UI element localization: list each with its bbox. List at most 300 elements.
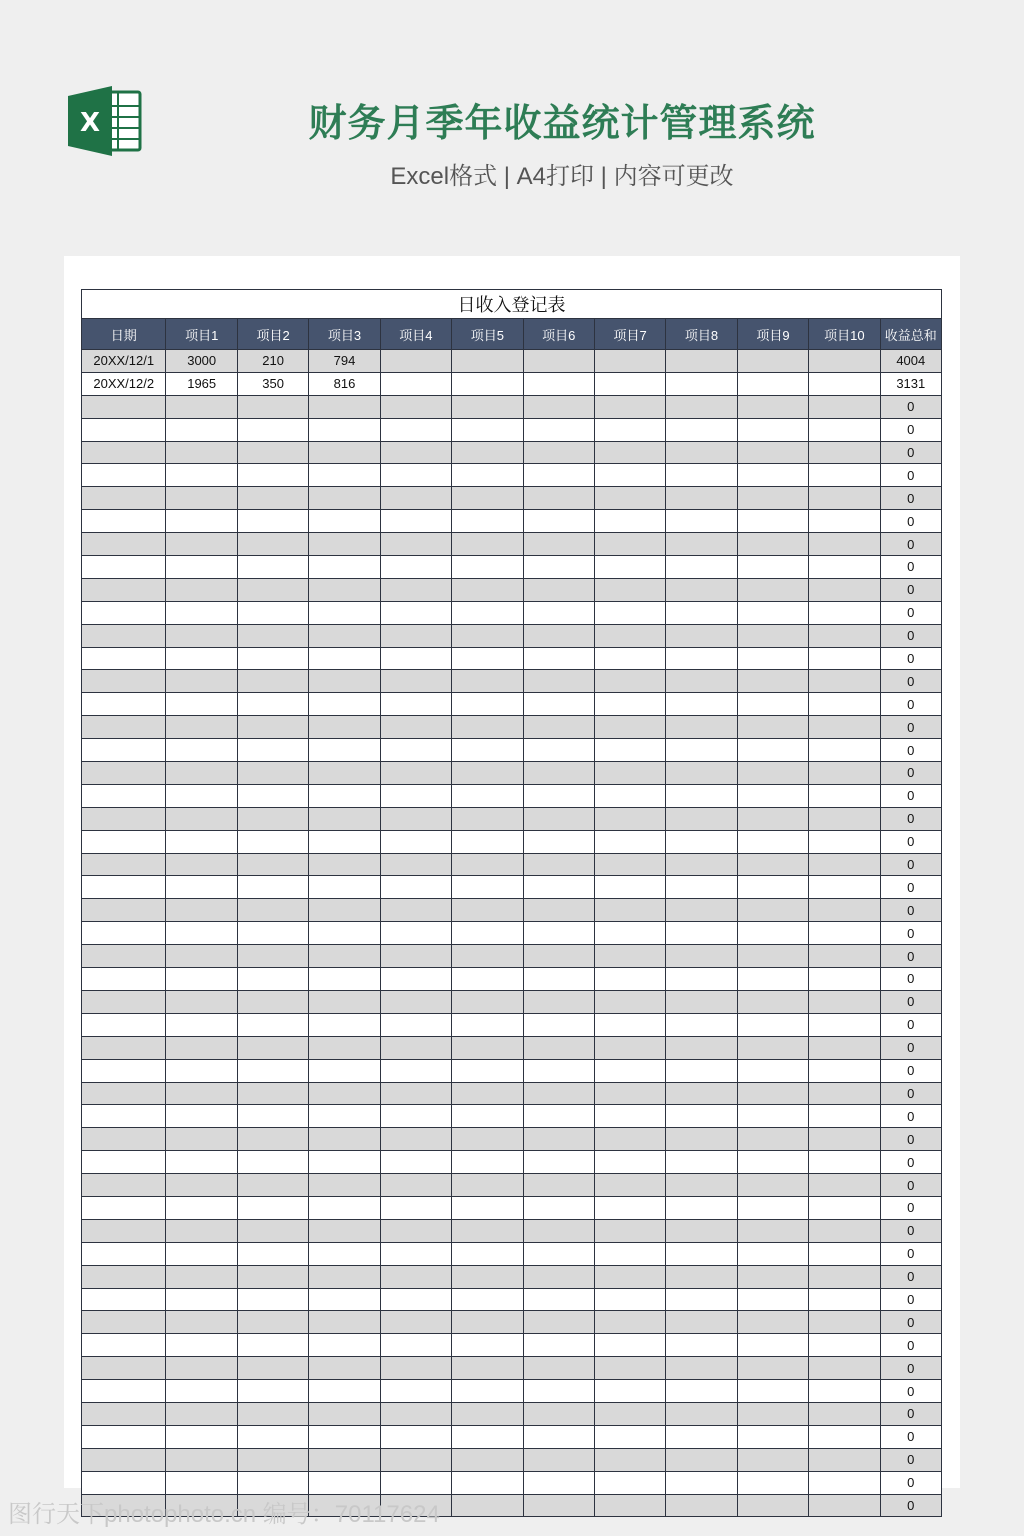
total-cell[interactable]: 0	[880, 1059, 941, 1082]
table-cell[interactable]	[666, 487, 737, 510]
table-cell[interactable]	[309, 807, 380, 830]
table-cell[interactable]	[166, 1013, 237, 1036]
table-cell[interactable]	[523, 464, 594, 487]
table-cell[interactable]	[737, 762, 808, 785]
table-cell[interactable]	[809, 1311, 880, 1334]
table-cell[interactable]	[666, 853, 737, 876]
table-cell[interactable]	[452, 556, 523, 579]
total-cell[interactable]: 0	[880, 1265, 941, 1288]
table-cell[interactable]	[594, 830, 665, 853]
table-cell[interactable]	[380, 990, 451, 1013]
table-cell[interactable]	[82, 1105, 166, 1128]
table-cell[interactable]	[380, 510, 451, 533]
table-cell[interactable]	[452, 739, 523, 762]
table-cell[interactable]	[452, 1265, 523, 1288]
table-cell[interactable]	[309, 647, 380, 670]
table-cell[interactable]	[594, 1311, 665, 1334]
table-cell[interactable]	[237, 784, 308, 807]
column-header[interactable]: 项目2	[237, 319, 308, 350]
table-cell[interactable]	[737, 1174, 808, 1197]
table-cell[interactable]: 1965	[166, 372, 237, 395]
table-cell[interactable]	[737, 853, 808, 876]
table-cell[interactable]	[737, 1471, 808, 1494]
total-cell[interactable]: 0	[880, 624, 941, 647]
table-cell[interactable]	[380, 1334, 451, 1357]
table-cell[interactable]	[82, 1151, 166, 1174]
table-cell[interactable]	[82, 1288, 166, 1311]
table-cell[interactable]	[452, 807, 523, 830]
column-header[interactable]: 项目1	[166, 319, 237, 350]
table-cell[interactable]	[666, 372, 737, 395]
table-cell[interactable]	[380, 1402, 451, 1425]
table-cell[interactable]	[82, 1357, 166, 1380]
table-cell[interactable]	[666, 670, 737, 693]
table-cell[interactable]	[309, 624, 380, 647]
table-cell[interactable]	[737, 533, 808, 556]
table-cell[interactable]	[309, 1151, 380, 1174]
table-cell[interactable]	[809, 533, 880, 556]
table-cell[interactable]	[166, 578, 237, 601]
table-cell[interactable]	[666, 441, 737, 464]
table-cell[interactable]	[237, 1448, 308, 1471]
table-cell[interactable]	[594, 350, 665, 373]
table-cell[interactable]	[82, 1265, 166, 1288]
table-cell[interactable]	[82, 487, 166, 510]
table-cell[interactable]: 20XX/12/1	[82, 350, 166, 373]
table-cell[interactable]	[82, 1471, 166, 1494]
total-cell[interactable]: 0	[880, 464, 941, 487]
table-cell[interactable]	[82, 1174, 166, 1197]
table-cell[interactable]	[594, 1425, 665, 1448]
total-cell[interactable]: 0	[880, 899, 941, 922]
table-cell[interactable]	[309, 1471, 380, 1494]
table-cell[interactable]	[237, 418, 308, 441]
table-cell[interactable]	[82, 830, 166, 853]
table-cell[interactable]	[666, 1219, 737, 1242]
table-cell[interactable]	[237, 716, 308, 739]
column-header[interactable]: 日期	[82, 319, 166, 350]
table-cell[interactable]	[452, 1105, 523, 1128]
table-cell[interactable]	[666, 1288, 737, 1311]
table-cell[interactable]	[380, 784, 451, 807]
table-cell[interactable]	[809, 1357, 880, 1380]
total-cell[interactable]: 0	[880, 1242, 941, 1265]
total-cell[interactable]: 0	[880, 1494, 941, 1517]
table-cell[interactable]	[594, 1059, 665, 1082]
table-cell[interactable]	[166, 853, 237, 876]
table-cell[interactable]	[309, 1128, 380, 1151]
table-cell[interactable]	[82, 578, 166, 601]
total-cell[interactable]: 0	[880, 1036, 941, 1059]
table-cell[interactable]	[309, 441, 380, 464]
table-cell[interactable]	[523, 1288, 594, 1311]
table-cell[interactable]	[737, 350, 808, 373]
table-cell[interactable]	[666, 693, 737, 716]
table-cell[interactable]	[82, 739, 166, 762]
column-header[interactable]: 项目6	[523, 319, 594, 350]
table-cell[interactable]	[237, 624, 308, 647]
table-cell[interactable]	[380, 716, 451, 739]
table-cell[interactable]	[737, 441, 808, 464]
table-cell[interactable]	[166, 1128, 237, 1151]
table-cell[interactable]	[452, 1288, 523, 1311]
table-cell[interactable]	[237, 395, 308, 418]
total-cell[interactable]: 0	[880, 1402, 941, 1425]
table-cell[interactable]	[594, 487, 665, 510]
column-header[interactable]: 项目7	[594, 319, 665, 350]
total-cell[interactable]: 0	[880, 418, 941, 441]
table-cell[interactable]	[166, 1105, 237, 1128]
table-cell[interactable]	[523, 1196, 594, 1219]
table-cell[interactable]	[380, 601, 451, 624]
table-cell[interactable]	[166, 1357, 237, 1380]
table-cell[interactable]	[737, 395, 808, 418]
table-cell[interactable]	[237, 853, 308, 876]
table-cell[interactable]	[237, 1311, 308, 1334]
table-cell[interactable]	[452, 716, 523, 739]
table-cell[interactable]	[666, 350, 737, 373]
total-cell[interactable]: 0	[880, 693, 941, 716]
table-cell[interactable]: 816	[309, 372, 380, 395]
table-cell[interactable]	[523, 395, 594, 418]
table-cell[interactable]	[166, 1219, 237, 1242]
table-cell[interactable]	[237, 1105, 308, 1128]
table-cell[interactable]	[737, 1036, 808, 1059]
table-cell[interactable]	[809, 762, 880, 785]
table-cell[interactable]	[666, 1174, 737, 1197]
table-cell[interactable]	[737, 1425, 808, 1448]
table-cell[interactable]	[809, 647, 880, 670]
table-cell[interactable]	[594, 1151, 665, 1174]
table-cell[interactable]	[523, 350, 594, 373]
table-cell[interactable]	[82, 1059, 166, 1082]
table-cell[interactable]	[809, 1402, 880, 1425]
table-cell[interactable]	[380, 647, 451, 670]
table-cell[interactable]	[309, 830, 380, 853]
table-cell[interactable]	[237, 922, 308, 945]
table-cell[interactable]	[452, 418, 523, 441]
table-cell[interactable]	[237, 647, 308, 670]
table-cell[interactable]	[523, 1334, 594, 1357]
table-cell[interactable]	[666, 739, 737, 762]
table-cell[interactable]	[166, 1082, 237, 1105]
table-cell[interactable]	[737, 716, 808, 739]
total-cell[interactable]: 0	[880, 1448, 941, 1471]
table-cell[interactable]	[523, 624, 594, 647]
total-cell[interactable]: 0	[880, 647, 941, 670]
table-cell[interactable]	[309, 1082, 380, 1105]
table-cell[interactable]	[452, 1402, 523, 1425]
table-cell[interactable]	[809, 487, 880, 510]
table-cell[interactable]	[809, 1128, 880, 1151]
table-cell[interactable]	[737, 1082, 808, 1105]
table-cell[interactable]	[380, 1174, 451, 1197]
table-cell[interactable]	[309, 853, 380, 876]
table-cell[interactable]	[809, 876, 880, 899]
table-cell[interactable]	[452, 899, 523, 922]
table-cell[interactable]	[380, 1380, 451, 1403]
total-cell[interactable]: 0	[880, 762, 941, 785]
total-cell[interactable]: 0	[880, 853, 941, 876]
table-cell[interactable]	[666, 1380, 737, 1403]
table-cell[interactable]	[452, 830, 523, 853]
table-cell[interactable]	[523, 372, 594, 395]
table-cell[interactable]	[666, 556, 737, 579]
table-cell[interactable]	[82, 1334, 166, 1357]
table-cell[interactable]	[666, 1151, 737, 1174]
table-cell[interactable]	[380, 395, 451, 418]
table-cell[interactable]	[237, 1219, 308, 1242]
table-cell[interactable]	[809, 1196, 880, 1219]
table-cell[interactable]	[309, 1242, 380, 1265]
total-cell[interactable]: 0	[880, 1082, 941, 1105]
table-cell[interactable]	[380, 487, 451, 510]
table-cell[interactable]	[809, 372, 880, 395]
table-cell[interactable]	[452, 487, 523, 510]
table-cell[interactable]	[82, 601, 166, 624]
table-cell[interactable]	[309, 1334, 380, 1357]
table-cell[interactable]	[523, 1265, 594, 1288]
table-cell[interactable]	[666, 876, 737, 899]
table-cell[interactable]	[166, 487, 237, 510]
table-cell[interactable]	[237, 1288, 308, 1311]
total-cell[interactable]: 4004	[880, 350, 941, 373]
table-cell[interactable]	[452, 945, 523, 968]
table-cell[interactable]	[237, 1471, 308, 1494]
table-cell[interactable]	[523, 441, 594, 464]
table-cell[interactable]	[666, 922, 737, 945]
total-cell[interactable]: 0	[880, 441, 941, 464]
table-cell[interactable]	[594, 1448, 665, 1471]
table-cell[interactable]	[523, 1425, 594, 1448]
table-cell[interactable]	[309, 1402, 380, 1425]
table-cell[interactable]	[452, 464, 523, 487]
table-cell[interactable]	[452, 876, 523, 899]
table-cell[interactable]	[309, 968, 380, 991]
table-cell[interactable]	[737, 1242, 808, 1265]
table-cell[interactable]	[594, 922, 665, 945]
table-cell[interactable]	[380, 556, 451, 579]
table-cell[interactable]	[523, 876, 594, 899]
table-cell[interactable]	[666, 1013, 737, 1036]
table-cell[interactable]	[737, 830, 808, 853]
table-cell[interactable]	[594, 647, 665, 670]
table-cell[interactable]	[809, 1471, 880, 1494]
table-cell[interactable]	[82, 1036, 166, 1059]
table-cell[interactable]	[523, 945, 594, 968]
total-cell[interactable]: 0	[880, 556, 941, 579]
total-cell[interactable]: 0	[880, 830, 941, 853]
table-cell[interactable]	[166, 395, 237, 418]
table-cell[interactable]	[166, 533, 237, 556]
table-cell[interactable]	[166, 601, 237, 624]
table-cell[interactable]	[380, 1288, 451, 1311]
table-cell[interactable]	[594, 510, 665, 533]
table-cell[interactable]	[166, 990, 237, 1013]
table-cell[interactable]	[380, 762, 451, 785]
table-cell[interactable]	[166, 1036, 237, 1059]
table-cell[interactable]	[666, 1082, 737, 1105]
table-cell[interactable]	[809, 510, 880, 533]
table-cell[interactable]	[809, 1105, 880, 1128]
table-cell[interactable]	[237, 1196, 308, 1219]
table-cell[interactable]	[380, 1311, 451, 1334]
table-cell[interactable]	[380, 807, 451, 830]
table-cell[interactable]	[809, 1151, 880, 1174]
table-cell[interactable]	[809, 1448, 880, 1471]
table-cell[interactable]	[237, 487, 308, 510]
table-cell[interactable]: 210	[237, 350, 308, 373]
table-cell[interactable]	[809, 739, 880, 762]
table-cell[interactable]	[594, 1357, 665, 1380]
table-cell[interactable]	[309, 762, 380, 785]
table-cell[interactable]	[82, 1219, 166, 1242]
table-cell[interactable]	[523, 1242, 594, 1265]
table-cell[interactable]	[809, 899, 880, 922]
table-cell[interactable]	[523, 601, 594, 624]
table-cell[interactable]	[452, 1219, 523, 1242]
table-cell[interactable]	[666, 418, 737, 441]
total-cell[interactable]: 0	[880, 807, 941, 830]
table-cell[interactable]	[309, 487, 380, 510]
table-cell[interactable]	[809, 853, 880, 876]
table-cell[interactable]	[666, 716, 737, 739]
table-cell[interactable]	[737, 670, 808, 693]
table-cell[interactable]	[237, 1425, 308, 1448]
table-cell[interactable]	[666, 1471, 737, 1494]
table-cell[interactable]	[737, 418, 808, 441]
table-cell[interactable]	[452, 1174, 523, 1197]
table-cell[interactable]	[666, 784, 737, 807]
table-cell[interactable]	[737, 922, 808, 945]
table-cell[interactable]	[594, 441, 665, 464]
table-cell[interactable]	[809, 1288, 880, 1311]
table-cell[interactable]	[666, 1105, 737, 1128]
table-cell[interactable]	[452, 372, 523, 395]
table-cell[interactable]	[309, 464, 380, 487]
table-cell[interactable]	[523, 1402, 594, 1425]
table-cell[interactable]	[737, 807, 808, 830]
table-cell[interactable]	[809, 1219, 880, 1242]
table-cell[interactable]	[666, 1425, 737, 1448]
table-cell[interactable]	[594, 1082, 665, 1105]
table-cell[interactable]	[594, 533, 665, 556]
table-cell[interactable]	[737, 556, 808, 579]
table-cell[interactable]	[809, 464, 880, 487]
table-cell[interactable]	[594, 853, 665, 876]
table-cell[interactable]	[523, 1174, 594, 1197]
table-cell[interactable]	[594, 739, 665, 762]
table-cell[interactable]: 350	[237, 372, 308, 395]
table-cell[interactable]	[666, 601, 737, 624]
table-cell[interactable]	[809, 1059, 880, 1082]
table-cell[interactable]	[380, 830, 451, 853]
table-cell[interactable]	[452, 601, 523, 624]
table-cell[interactable]	[452, 1059, 523, 1082]
table-cell[interactable]	[523, 510, 594, 533]
table-cell[interactable]	[737, 876, 808, 899]
table-cell[interactable]	[809, 624, 880, 647]
table-cell[interactable]	[380, 1219, 451, 1242]
table-cell[interactable]	[237, 533, 308, 556]
total-cell[interactable]: 0	[880, 1219, 941, 1242]
table-cell[interactable]	[809, 1334, 880, 1357]
table-cell[interactable]	[809, 1494, 880, 1517]
column-header[interactable]: 项目8	[666, 319, 737, 350]
table-cell[interactable]	[594, 1013, 665, 1036]
total-cell[interactable]: 0	[880, 670, 941, 693]
table-cell[interactable]	[166, 464, 237, 487]
table-cell[interactable]	[82, 1082, 166, 1105]
table-cell[interactable]	[309, 1425, 380, 1448]
table-cell[interactable]	[380, 1471, 451, 1494]
table-cell[interactable]	[237, 1265, 308, 1288]
table-cell[interactable]	[82, 990, 166, 1013]
table-cell[interactable]	[452, 647, 523, 670]
table-cell[interactable]	[380, 441, 451, 464]
table-cell[interactable]	[594, 1265, 665, 1288]
table-cell[interactable]	[309, 945, 380, 968]
table-cell[interactable]	[666, 899, 737, 922]
total-cell[interactable]: 0	[880, 487, 941, 510]
table-cell[interactable]	[380, 1128, 451, 1151]
table-cell[interactable]	[809, 1013, 880, 1036]
table-cell[interactable]	[737, 578, 808, 601]
table-cell[interactable]	[166, 784, 237, 807]
table-cell[interactable]	[380, 922, 451, 945]
table-cell[interactable]	[452, 510, 523, 533]
table-cell[interactable]	[380, 1265, 451, 1288]
total-cell[interactable]: 0	[880, 1357, 941, 1380]
table-cell[interactable]	[166, 1059, 237, 1082]
table-cell[interactable]	[237, 464, 308, 487]
table-cell[interactable]	[666, 510, 737, 533]
column-header[interactable]: 项目3	[309, 319, 380, 350]
table-cell[interactable]	[452, 624, 523, 647]
table-cell[interactable]	[666, 990, 737, 1013]
table-cell[interactable]	[452, 1082, 523, 1105]
table-cell[interactable]	[737, 624, 808, 647]
table-cell[interactable]	[737, 1311, 808, 1334]
table-cell[interactable]	[737, 784, 808, 807]
table-cell[interactable]	[523, 968, 594, 991]
table-cell[interactable]	[737, 487, 808, 510]
total-cell[interactable]: 0	[880, 1196, 941, 1219]
table-cell[interactable]	[82, 624, 166, 647]
table-cell[interactable]	[380, 350, 451, 373]
table-cell[interactable]	[523, 1082, 594, 1105]
table-cell[interactable]	[523, 1471, 594, 1494]
table-cell[interactable]	[594, 1196, 665, 1219]
table-cell[interactable]	[82, 670, 166, 693]
table-cell[interactable]	[237, 556, 308, 579]
table-cell[interactable]	[380, 1196, 451, 1219]
table-cell[interactable]	[523, 1448, 594, 1471]
table-cell[interactable]	[523, 1128, 594, 1151]
table-cell[interactable]	[82, 762, 166, 785]
table-cell[interactable]: 794	[309, 350, 380, 373]
table-cell[interactable]	[523, 830, 594, 853]
table-cell[interactable]	[452, 1471, 523, 1494]
table-cell[interactable]	[380, 372, 451, 395]
total-cell[interactable]: 0	[880, 739, 941, 762]
table-cell[interactable]	[594, 601, 665, 624]
table-cell[interactable]	[380, 853, 451, 876]
table-cell[interactable]	[594, 1380, 665, 1403]
table-cell[interactable]	[166, 899, 237, 922]
table-cell[interactable]	[809, 716, 880, 739]
table-cell[interactable]	[809, 1242, 880, 1265]
